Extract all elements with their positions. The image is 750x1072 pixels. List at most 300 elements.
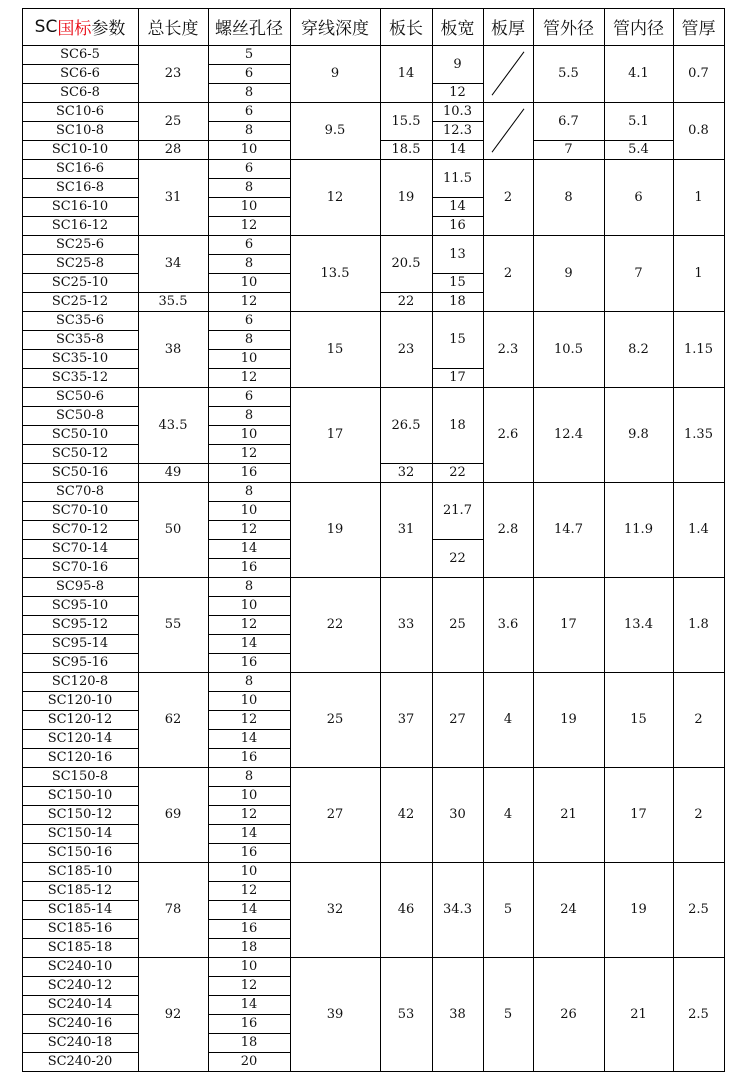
outer-diameter-cell: 6.7: [558, 113, 579, 129]
model-cell: SC185-16: [47, 921, 113, 936]
plate-width-cell: 13: [449, 246, 466, 262]
row-divider: [22, 691, 138, 692]
model-cell: SC185-12: [47, 883, 113, 898]
row-divider: [208, 824, 290, 825]
screw-hole-cell: 10: [240, 142, 258, 157]
header-model: [22, 8, 138, 45]
screw-hole-cell: 16: [240, 921, 258, 936]
plate-length-cell: 19: [397, 189, 415, 205]
model-cell: SC185-18: [47, 940, 113, 955]
row-divider: [432, 292, 483, 293]
screw-hole-cell: 10: [240, 693, 258, 708]
tube-thickness-cell: 2.5: [688, 902, 709, 917]
row-divider: [208, 501, 290, 502]
outer-diameter-cell: 9: [564, 265, 573, 281]
plate-length-cell: 26.5: [391, 417, 421, 433]
total-length-cell: 38: [164, 341, 182, 357]
row-divider: [22, 349, 138, 350]
plate-width-cell: 34.3: [443, 902, 472, 917]
row-divider: [138, 140, 208, 141]
model-cell: SC70-16: [51, 560, 109, 575]
row-divider: [432, 140, 483, 141]
model-cell: SC95-10: [51, 598, 109, 613]
plate-length-cell: 20.5: [391, 256, 421, 271]
header-plate-width: 板宽: [440, 19, 475, 39]
plate-length-cell: 22: [397, 294, 415, 309]
plate-width-cell: 38: [449, 1006, 466, 1022]
screw-hole-cell: 16: [240, 560, 258, 575]
screw-hole-cell: 6: [244, 161, 254, 176]
plate-width-cell: 14: [449, 199, 466, 214]
row-divider: [208, 178, 290, 179]
plate-width-cell: 11.5: [443, 170, 472, 186]
model-cell: SC185-10: [47, 864, 113, 879]
row-divider: [432, 273, 483, 274]
row-divider: [22, 539, 138, 540]
tube-thickness-cell: 1.8: [688, 617, 709, 632]
row-divider: [22, 634, 138, 635]
row-divider: [22, 653, 138, 654]
row-divider: [380, 292, 432, 293]
model-cell: SC150-14: [47, 826, 113, 841]
screw-hole-cell: 12: [240, 522, 258, 537]
inner-diameter-cell: 9.8: [628, 427, 649, 442]
model-cell: SC25-10: [51, 275, 109, 290]
total-length-cell: 23: [164, 66, 182, 81]
row-divider: [432, 197, 483, 198]
plate-length-cell: 46: [397, 902, 415, 917]
row-divider: [208, 273, 290, 274]
plate-width-cell: 12.3: [443, 123, 472, 138]
wire-depth-cell: 9.5: [324, 123, 346, 138]
row-divider: [208, 330, 290, 331]
model-cell: SC70-10: [51, 503, 109, 518]
total-length-cell: 55: [164, 617, 182, 632]
screw-hole-cell: 6: [244, 313, 254, 328]
header-plate-length: 板长: [389, 19, 423, 39]
plate-thickness-cell: 2: [503, 265, 513, 281]
row-divider: [208, 1052, 290, 1053]
plate-width-cell: 18: [449, 417, 466, 433]
screw-hole-cell: 6: [244, 389, 254, 404]
row-divider: [22, 140, 138, 141]
plate-thickness-cell: 2.3: [497, 341, 519, 357]
row-divider: [22, 330, 138, 331]
model-cell: SC35-8: [55, 332, 105, 347]
plate-width-cell: 12: [449, 85, 466, 100]
screw-hole-cell: 8: [244, 408, 254, 423]
screw-hole-cell: 14: [240, 636, 258, 651]
plate-width-cell: 9: [453, 56, 462, 72]
row-divider: [208, 596, 290, 597]
diagonal-mark: [492, 109, 524, 152]
row-divider: [22, 881, 138, 882]
row-divider: [208, 539, 290, 540]
screw-hole-cell: 6: [244, 104, 254, 119]
column-divider: [533, 8, 534, 1072]
column-divider: [208, 8, 209, 1072]
inner-diameter-cell: 11.9: [624, 522, 653, 537]
row-divider: [208, 729, 290, 730]
plate-thickness-cell: 4: [503, 712, 513, 727]
inner-diameter-cell: 5.4: [628, 142, 649, 157]
model-cell: SC16-12: [51, 218, 109, 233]
plate-width-cell: 22: [449, 465, 466, 480]
column-divider: [483, 8, 484, 1072]
plate-length-cell: 18.5: [391, 142, 421, 157]
model-cell: SC16-10: [51, 199, 109, 214]
row-divider: [208, 653, 290, 654]
row-divider: [208, 444, 290, 445]
model-cell: SC120-14: [47, 731, 113, 746]
outer-diameter-cell: 5.5: [558, 66, 579, 81]
tube-thickness-cell: 1.4: [688, 522, 709, 537]
row-divider: [432, 121, 483, 122]
screw-hole-cell: 12: [240, 617, 258, 632]
wire-depth-cell: 27: [326, 807, 344, 822]
inner-diameter-cell: 4.1: [628, 66, 649, 81]
model-cell: SC240-10: [47, 959, 113, 974]
screw-hole-cell: 16: [240, 1016, 258, 1031]
plate-thickness-cell: 2.8: [497, 522, 519, 537]
total-length-cell: 31: [164, 189, 182, 205]
header-divider: [22, 45, 724, 46]
screw-hole-cell: 16: [240, 465, 258, 480]
row-divider: [604, 140, 673, 141]
model-cell: SC35-12: [51, 370, 109, 385]
row-divider: [432, 368, 483, 369]
inner-diameter-cell: 21: [630, 1006, 647, 1022]
model-cell: SC120-12: [47, 712, 113, 727]
screw-hole-cell: 8: [244, 123, 254, 138]
model-cell: SC6-6: [60, 66, 100, 81]
wire-depth-cell: 13.5: [320, 265, 350, 281]
model-cell: SC95-14: [51, 636, 109, 651]
row-divider: [208, 691, 290, 692]
row-divider: [22, 520, 138, 521]
row-divider: [22, 83, 138, 84]
screw-hole-cell: 8: [244, 332, 254, 347]
screw-hole-cell: 12: [240, 807, 258, 822]
outer-diameter-cell: 21: [560, 807, 577, 822]
model-cell: SC150-8: [51, 769, 109, 784]
tube-thickness-cell: 2: [694, 712, 703, 727]
tube-thickness-cell: 1.35: [684, 427, 713, 442]
empty-cell-diagonal: [483, 102, 533, 159]
plate-length-cell: 53: [397, 1006, 415, 1022]
tube-thickness-cell: 0.7: [688, 66, 709, 81]
model-cell: SC120-10: [47, 693, 113, 708]
model-cell: SC95-16: [51, 655, 109, 670]
model-cell: SC70-12: [51, 522, 109, 537]
model-cell: SC120-16: [47, 750, 113, 765]
model-cell: SC95-12: [51, 617, 109, 632]
plate-length-cell: 23: [397, 341, 415, 357]
wire-depth-cell: 25: [326, 712, 344, 727]
screw-hole-cell: 10: [240, 427, 258, 442]
plate-width-cell: 25: [449, 617, 466, 632]
row-divider: [22, 748, 138, 749]
wire-depth-cell: 9: [330, 66, 340, 81]
row-divider: [22, 558, 138, 559]
plate-width-cell: 30: [449, 807, 466, 822]
total-length-cell: 34: [164, 256, 182, 271]
screw-hole-cell: 14: [240, 541, 258, 556]
total-length-cell: 78: [164, 902, 182, 917]
row-divider: [22, 824, 138, 825]
plate-width-cell: 18: [449, 294, 466, 309]
model-cell: SC240-20: [47, 1054, 113, 1069]
total-length-cell: 50: [164, 522, 182, 537]
row-divider: [380, 463, 432, 464]
header-inner-diameter: 管内径: [613, 19, 664, 39]
screw-hole-cell: 8: [244, 180, 254, 195]
plate-length-cell: 32: [397, 465, 415, 480]
tube-thickness-cell: 2.5: [688, 1006, 709, 1022]
screw-hole-cell: 14: [240, 902, 258, 917]
plate-length-cell: 37: [397, 712, 415, 727]
header-model-highlight: 国标: [57, 19, 92, 39]
inner-diameter-cell: 7: [634, 265, 643, 281]
row-divider: [22, 805, 138, 806]
row-divider: [432, 539, 483, 540]
tube-thickness-cell: 1: [694, 189, 703, 205]
row-divider: [22, 64, 138, 65]
row-divider: [380, 140, 432, 141]
screw-hole-cell: 12: [240, 218, 258, 233]
tube-thickness-cell: 1: [694, 265, 703, 281]
row-divider: [22, 501, 138, 502]
inner-diameter-cell: 19: [630, 902, 647, 917]
total-length-cell: 49: [164, 465, 182, 480]
plate-thickness-cell: 2: [503, 189, 513, 205]
model-cell: SC240-16: [47, 1016, 113, 1031]
plate-length-cell: 31: [397, 522, 415, 537]
row-divider: [208, 292, 290, 293]
row-divider: [208, 368, 290, 369]
row-divider: [208, 919, 290, 920]
row-divider: [22, 1033, 138, 1034]
wire-depth-cell: 17: [326, 427, 344, 442]
model-cell: SC50-8: [55, 408, 105, 423]
model-cell: SC25-6: [55, 237, 105, 252]
model-cell: SC10-10: [51, 142, 109, 157]
screw-hole-cell: 10: [240, 598, 258, 613]
model-cell: SC70-8: [55, 484, 105, 499]
model-cell: SC10-6: [55, 104, 105, 119]
screw-hole-cell: 10: [240, 503, 258, 518]
total-length-cell: 35.5: [158, 294, 188, 309]
plate-thickness-cell: 5: [503, 1006, 513, 1022]
row-divider: [208, 805, 290, 806]
screw-hole-cell: 8: [244, 579, 254, 594]
screw-hole-cell: 14: [240, 826, 258, 841]
model-cell: SC50-12: [51, 446, 109, 461]
outer-diameter-cell: 19: [560, 712, 577, 727]
outer-diameter-cell: 12.4: [554, 427, 583, 442]
row-divider: [208, 83, 290, 84]
model-cell: SC10-8: [55, 123, 105, 138]
row-divider: [208, 786, 290, 787]
model-cell: SC6-8: [60, 85, 100, 100]
inner-diameter-cell: 13.4: [624, 617, 653, 632]
wire-depth-cell: 32: [326, 902, 344, 917]
inner-diameter-cell: 6: [634, 189, 643, 205]
inner-diameter-cell: 15: [630, 712, 647, 727]
model-cell: SC50-10: [51, 427, 109, 442]
model-cell: SC95-8: [55, 579, 105, 594]
row-divider: [208, 1033, 290, 1034]
plate-width-cell: 16: [449, 218, 466, 233]
row-divider: [22, 596, 138, 597]
plate-width-cell: 14: [449, 142, 466, 157]
row-divider: [138, 292, 208, 293]
column-divider: [604, 8, 605, 1072]
inner-diameter-cell: 5.1: [628, 113, 649, 129]
tube-thickness-cell: 0.8: [688, 123, 709, 138]
screw-hole-cell: 14: [240, 997, 258, 1012]
total-length-cell: 25: [164, 113, 182, 129]
row-divider: [432, 463, 483, 464]
row-divider: [22, 406, 138, 407]
row-divider: [22, 254, 138, 255]
outer-diameter-cell: 26: [560, 1006, 577, 1022]
model-cell: SC6-5: [60, 47, 100, 62]
plate-length-cell: 15.5: [391, 113, 421, 129]
row-divider: [22, 900, 138, 901]
plate-length-cell: 42: [397, 807, 415, 822]
model-cell: SC240-18: [47, 1035, 113, 1050]
outer-diameter-cell: 17: [560, 617, 577, 632]
total-length-cell: 62: [164, 712, 182, 727]
column-divider: [380, 8, 381, 1072]
screw-hole-cell: 12: [240, 883, 258, 898]
row-divider: [22, 425, 138, 426]
row-divider: [208, 520, 290, 521]
row-divider: [22, 178, 138, 179]
total-length-cell: 43.5: [158, 417, 188, 433]
row-divider: [22, 368, 138, 369]
row-divider: [208, 463, 290, 464]
row-divider: [22, 1052, 138, 1053]
row-divider: [208, 900, 290, 901]
outer-diameter-cell: 24: [560, 902, 577, 917]
row-divider: [208, 634, 290, 635]
row-divider: [22, 216, 138, 217]
row-divider: [22, 976, 138, 977]
row-divider: [208, 64, 290, 65]
row-divider: [208, 425, 290, 426]
screw-hole-cell: 12: [240, 978, 258, 993]
model-cell: SC25-12: [51, 294, 109, 309]
wire-depth-cell: 12: [326, 189, 344, 205]
column-divider: [22, 8, 23, 1072]
model-cell: SC240-12: [47, 978, 113, 993]
model-cell: SC16-6: [55, 161, 105, 176]
row-divider: [22, 843, 138, 844]
row-divider: [208, 140, 290, 141]
screw-hole-cell: 8: [244, 484, 254, 499]
plate-length-cell: 33: [397, 617, 415, 632]
plate-thickness-cell: 4: [503, 807, 513, 822]
header-outer-diameter: 管外径: [543, 19, 594, 39]
row-divider: [208, 349, 290, 350]
plate-width-cell: 21.7: [443, 503, 472, 518]
row-divider: [22, 615, 138, 616]
wire-depth-cell: 39: [326, 1006, 344, 1022]
model-cell: SC35-10: [51, 351, 109, 366]
row-divider: [208, 121, 290, 122]
total-length-cell: 69: [164, 807, 182, 822]
column-divider: [290, 8, 291, 1072]
row-divider: [208, 254, 290, 255]
plate-width-cell: 22: [449, 550, 466, 566]
screw-hole-cell: 10: [240, 199, 258, 214]
table-top-border: [22, 8, 724, 9]
plate-thickness-cell: 2.6: [497, 427, 519, 442]
header-tube-thickness: 管厚: [681, 19, 716, 39]
tube-thickness-cell: 2: [694, 807, 703, 822]
model-cell: SC150-10: [47, 788, 113, 803]
row-divider: [22, 938, 138, 939]
row-divider: [22, 463, 138, 464]
screw-hole-cell: 10: [240, 864, 258, 879]
plate-thickness-cell: 3.6: [497, 617, 519, 632]
row-divider: [432, 216, 483, 217]
screw-hole-cell: 16: [240, 750, 258, 765]
row-divider: [22, 444, 138, 445]
header-screw-hole: 螺丝孔径: [215, 19, 283, 39]
model-cell: SC35-6: [55, 313, 105, 328]
screw-hole-cell: 6: [244, 237, 254, 252]
header-plate-thickness: 板厚: [491, 19, 525, 39]
row-divider: [533, 140, 604, 141]
model-cell: SC150-12: [47, 807, 113, 822]
tube-thickness-cell: 1.15: [684, 341, 713, 357]
inner-diameter-cell: 8.2: [628, 341, 649, 357]
plate-width-cell: 10.3: [443, 104, 472, 119]
row-divider: [208, 748, 290, 749]
row-divider: [208, 615, 290, 616]
outer-diameter-cell: 8: [564, 189, 573, 205]
row-divider: [22, 729, 138, 730]
row-divider: [22, 292, 138, 293]
model-cell: SC50-16: [51, 465, 109, 480]
column-divider: [138, 8, 139, 1072]
screw-hole-cell: 14: [240, 731, 258, 746]
screw-hole-cell: 5: [244, 47, 254, 62]
outer-diameter-cell: 14.7: [554, 522, 583, 537]
row-divider: [208, 843, 290, 844]
screw-hole-cell: 16: [240, 655, 258, 670]
header-model-prefix: SC: [34, 16, 58, 37]
row-divider: [138, 463, 208, 464]
outer-diameter-cell: 10.5: [554, 341, 583, 357]
plate-length-cell: 14: [397, 66, 415, 81]
screw-hole-cell: 16: [240, 845, 258, 860]
column-divider: [724, 8, 725, 1072]
wire-depth-cell: 22: [326, 617, 344, 632]
model-cell: SC70-14: [51, 541, 109, 556]
screw-hole-cell: 8: [244, 769, 254, 784]
screw-hole-cell: 12: [240, 446, 258, 461]
row-divider: [22, 197, 138, 198]
row-divider: [22, 995, 138, 996]
model-cell: SC16-8: [55, 180, 105, 195]
row-divider: [22, 273, 138, 274]
model-cell: SC185-14: [47, 902, 113, 917]
row-divider: [22, 786, 138, 787]
